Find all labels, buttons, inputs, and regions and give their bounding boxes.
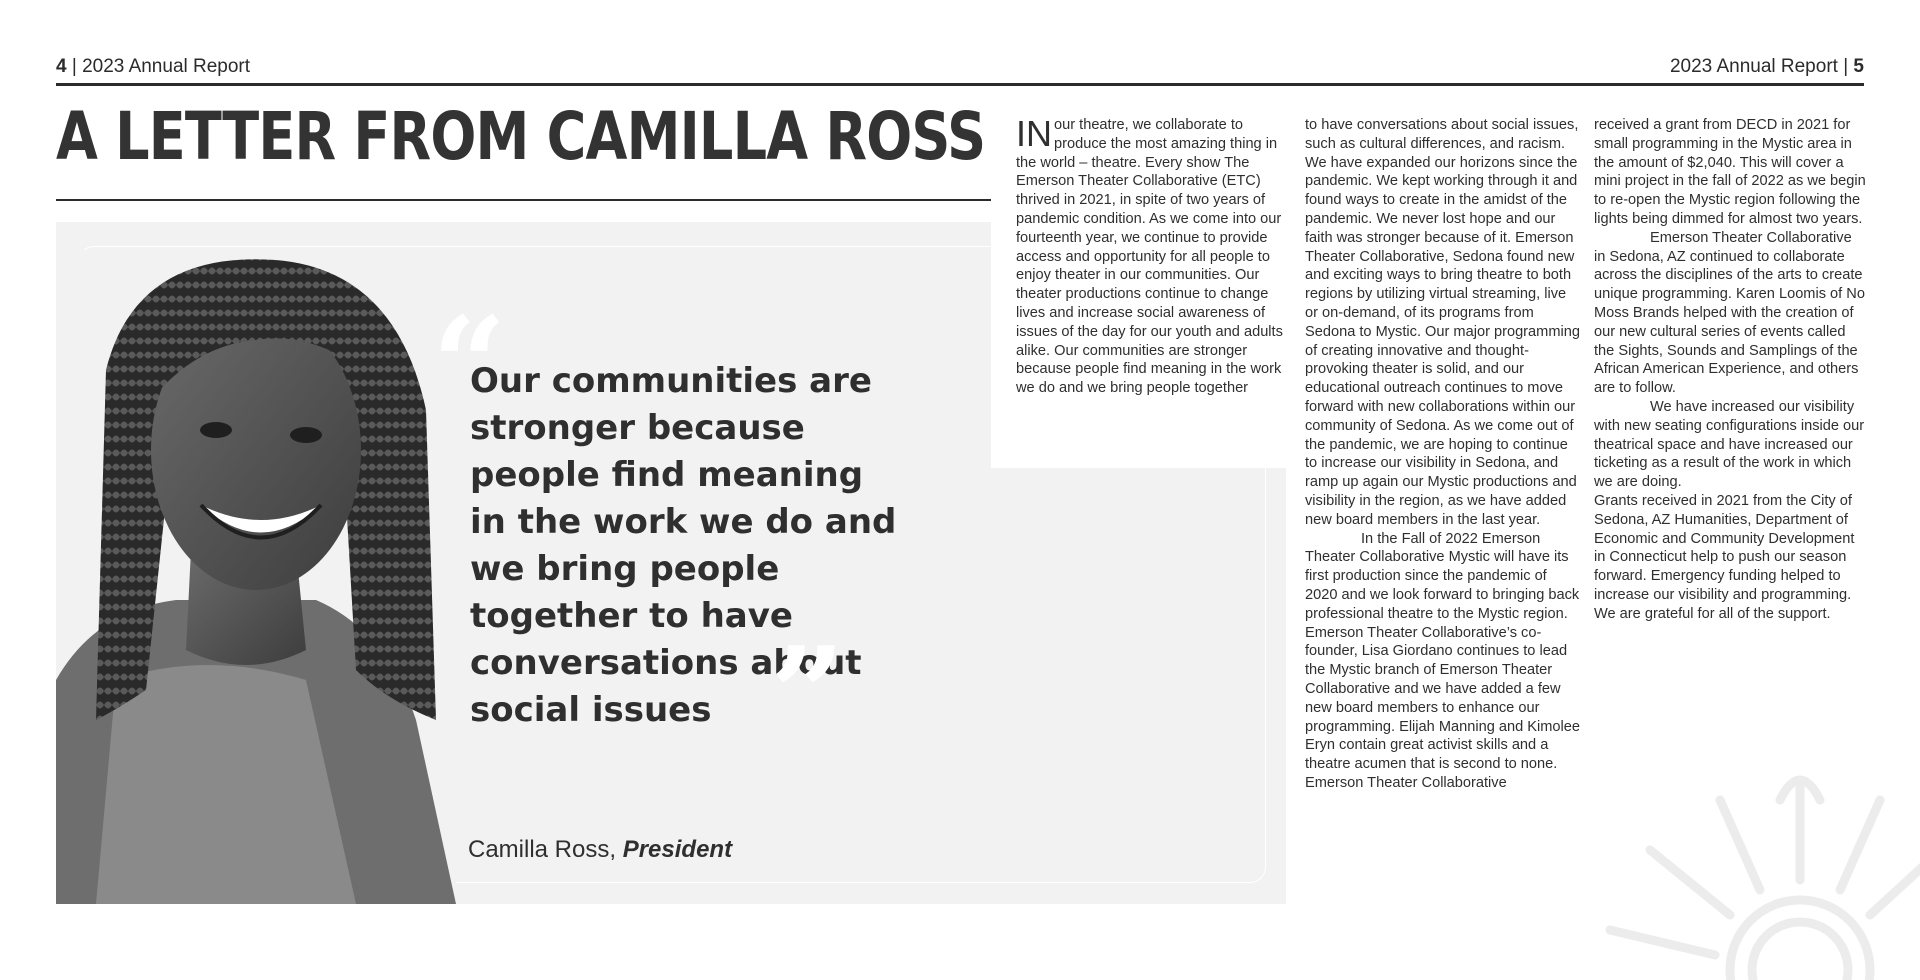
letter-column-2 — [1305, 116, 1581, 793]
running-title-left: | 2023 Annual Report — [71, 56, 251, 77]
sunburst-logo-icon — [1600, 740, 1920, 980]
signature-name: Camilla Ross, — [468, 836, 617, 863]
letter-paragraph: We have increased our visibility with new seating configurations inside our theatrical space and have increased our ticketing as a result of the work in which we are doing. — [1594, 398, 1865, 491]
letter-column-3 — [1594, 116, 1866, 624]
letter-paragraph: In the Fall of 2022 Emerson Theater Collaborative Mystic will have its first production since the pandemic of 2020 and we look forward to bringing back professional theatre to the Mystic region. — [1305, 530, 1580, 622]
close-quote-mark: ” — [770, 618, 845, 771]
page-number-right: 5 — [1853, 56, 1864, 77]
running-header-right — [1670, 56, 1864, 78]
running-header-left — [56, 56, 250, 78]
page-title: A LETTER FROM CAMILLA ROSS — [56, 98, 986, 175]
drop-cap: IN — [1016, 113, 1052, 154]
signature — [468, 836, 732, 864]
letter-paragraph: Emerson Theater Collaborative’s co-founder, Lisa Giordano continues to lead the Mystic branch of Emerson Theater Collaborative and we have added a few new board members to enhance our programming. Elijah Manning and Kimolee Eryn contain great activist skills and a theatre acumen that is second to none. Emerson Theater Collaborative — [1305, 624, 1580, 791]
open-quote-mark: “ — [432, 288, 507, 441]
letter-paragraph: Emerson Theater Collaborative in Sedona, AZ continued to collaborate across the disciplines of the arts to create unique programming. Karen Loomis of No Moss Brands helped with the creation of our new cultural series of events called the Sights, Sounds and Samplings of the African American Experience, and others are to follow. — [1594, 229, 1865, 397]
portrait-photo — [56, 250, 456, 904]
page-number-left: 4 — [56, 56, 67, 77]
title-rule — [56, 199, 991, 201]
letter-paragraph: Grants received in 2021 from the City of Sedona, AZ Humanities, Department of Economic and Community Development in Connecticut help to push our season forward. Emergency funding helped to increase our visibility and programming. We are grateful for all of the support. — [1594, 492, 1855, 622]
header-rule — [56, 83, 1864, 86]
signature-role: President — [622, 836, 733, 863]
pull-quote: Our communities are stronger because people find meaning in the work we do and we bring people together to have conversations about social issues — [470, 361, 897, 730]
letter-paragraph: received a grant from DECD in 2021 for small programming in the Mystic area in the amount of $2,040. This will cover a mini project in the fall of 2022 as we begin to re-open the Mystic region following the lights being dimmed for almost two years. — [1594, 117, 1866, 227]
letter-text-col1: our theatre, we collaborate to produce the most amazing thing in the world – theatre. Every show The Emerson Theater Collaborative (ETC) thrived in 2021, in spite of two years of pandemic condition. As we come into our fourteenth year, we continue to provide access and opportunity for all people to enjoy theater in our communities. Our theater productions continue to change lives and increase social awareness of issues of the day for our youth and adults alike. Our communities are stronger because people find meaning in the work we do and we bring people together — [1016, 117, 1283, 397]
running-title-right: 2023 Annual Report | — [1669, 56, 1849, 77]
letter-paragraph: to have conversations about social issues, such as cultural differences, and racism. We have expanded our horizons since the pandemic. We kept working through it and found ways to create in the amidst of the pandemic. We never lost hope and our faith was stronger because of it. Emerson Theater Collaborative, Sedona found new and exciting ways to bring theatre to both regions by utilizing virtual streaming, live or on-demand, of its programs from Sedona to Mystic. Our major programming of creating innovative and thought-provoking theater is solid, and our educational outreach continues to move forward with new collaborations within our community of Sedona. As we come out of the pandemic, we are hoping to continue to increase our visibility in Sedona, and ramp up again our Mystic productions and visibility in the region, as we have added new board members in the last year. — [1305, 117, 1580, 528]
letter-column-1 — [1016, 113, 1284, 398]
